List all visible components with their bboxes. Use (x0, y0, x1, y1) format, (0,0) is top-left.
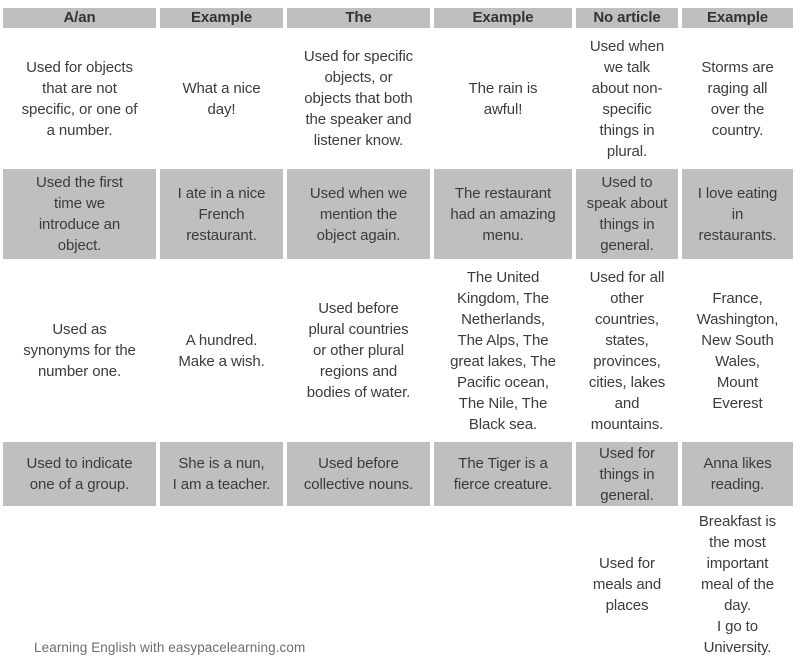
table-cell: Used to indicate one of a group. (3, 442, 156, 506)
table-cell: The Tiger is a fierce creature. (434, 442, 572, 506)
table-row (0, 506, 796, 662)
table-cell (434, 506, 572, 662)
table-row (0, 169, 796, 259)
table-cell: She is a nun, I am a teacher. (160, 442, 283, 506)
table-cell: Used for meals and places (592, 554, 662, 614)
footer-credit: Learning English with easypacelearning.com (34, 640, 306, 655)
column-header-no-article: No article (576, 8, 678, 28)
table-cell: The restaurant had an amazing menu. (434, 169, 572, 259)
column-header-the: The (287, 8, 430, 28)
table-cell: Storms are raging all over the country. (701, 58, 774, 139)
table-header-row (0, 8, 796, 28)
table-cell: Breakfast is the most important meal of the day. I go to University. (698, 512, 777, 656)
table-cell: Used for objects that are not specific, or one of a number. (21, 58, 138, 139)
table-cell: Used to speak about things in general. (576, 169, 678, 259)
table-cell (287, 506, 430, 662)
column-header-example-3: Example (682, 8, 793, 28)
table-cell: Used when we talk about non- specific things in plural. (589, 37, 665, 160)
table-cell: Used the first time we introduce an object. (3, 169, 156, 259)
column-header-example-2: Example (434, 8, 572, 28)
table-cell: I ate in a nice French restaurant. (160, 169, 283, 259)
table-cell: Used before plural countries or other plural regions and bodies of water. (306, 300, 411, 401)
table-cell: I love eating in restaurants. (682, 169, 793, 259)
table-cell: Used as synonyms for the number one. (23, 321, 136, 380)
table-cell (160, 506, 283, 662)
table-cell: A hundred. Make a wish. (178, 331, 265, 370)
table-cell: Used when we mention the object again. (287, 169, 430, 259)
articles-table (0, 8, 796, 662)
table-row (0, 259, 796, 442)
table-cell: Anna likes reading. (682, 442, 793, 506)
table-cell: The United Kingdom, The Netherlands, The Alps, The great lakes, The Pacific ocean, The Nile, The Black sea. (450, 268, 556, 433)
table-row (0, 28, 796, 169)
table-cell: What a nice day! (182, 79, 261, 118)
table-cell: France, Washington, New South Wales, Mount Everest (696, 289, 779, 412)
table-cell (3, 506, 156, 662)
table-cell: Used before collective nouns. (287, 442, 430, 506)
table-row (0, 442, 796, 506)
table-cell: Used for all other countries, states, provinces, cities, lakes and mountains. (588, 268, 666, 433)
table-cell: Used for specific objects, or objects that both the speaker and listener know. (303, 48, 414, 149)
column-header-a-an: A/an (3, 8, 156, 28)
table-cell: The rain is awful! (468, 79, 538, 118)
column-header-example-1: Example (160, 8, 283, 28)
table-cell: Used for things in general. (576, 442, 678, 506)
